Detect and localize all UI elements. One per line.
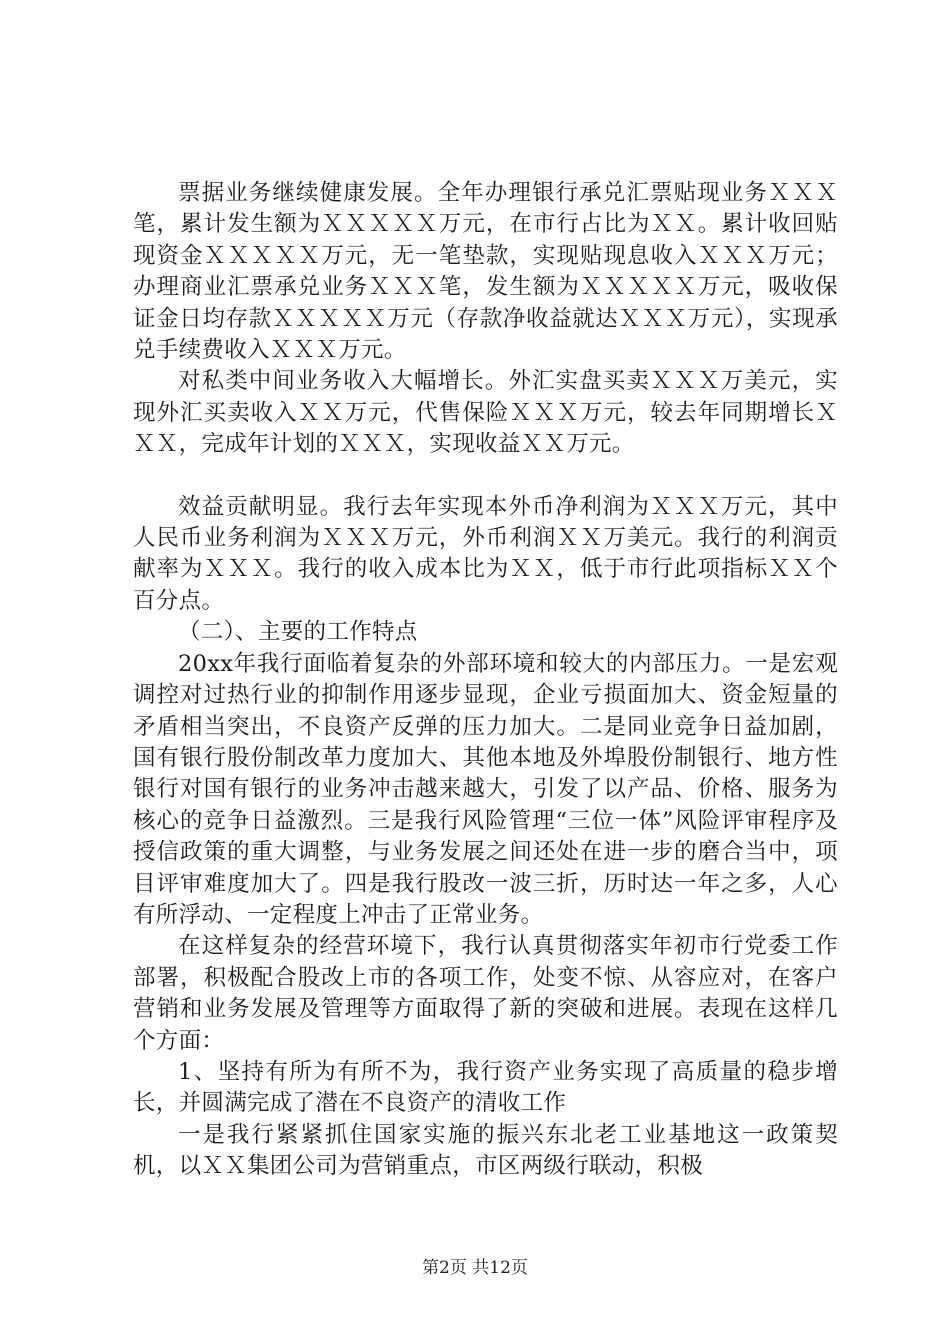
page-number-label: 第2页 共12页 [422,1258,528,1278]
paragraph-item-1-detail: 一是我行紧紧抓住国家实施的振兴东北老工业基地这一政策契机，以ＸＸ集团公司为营销重点，市区两级行联动，积极 [133,1121,838,1180]
paragraph-bill-business: 票据业务继续健康发展。全年办理银行承兑汇票贴现业务ＸＸＸ笔，累计发生额为ＸＸＸＸＸ万元，在市行占比为ＸＸ。累计收回贴现资金ＸＸＸＸＸ万元，无一笔垫款，实现贴现息收入ＸＸＸ万元；办理商业汇票承兑业务ＸＸＸ笔，发生额为ＸＸＸＸＸ万元，吸收保证金日均存款ＸＸＸＸＸ万元（存款净收益就达ＸＸＸ万元），实现承兑手续费收入ＸＸＸ万元。 [133,180,838,364]
paragraph-private-intermediary: 对私类中间业务收入大幅增长。外汇实盘买卖ＸＸＸ万美元，实现外汇买卖收入ＸＸ万元，代售保险ＸＸＸ万元，较去年同期增长ＸＸＸ，完成年计划的ＸＸＸ，实现收益ＸＸ万元。 [133,368,838,458]
section-heading-work-features: （二）、主要的工作特点 [178,619,418,646]
paragraph-environment: 20xx年我行面临着复杂的外部环境和较大的内部压力。一是宏观调控对过热行业的抑制作用逐步显现，企业亏损面加大、资金短量的矛盾相当突出，不良资产反弹的压力加大。二是同业竞争日益加剧，国有银行股份制改革力度加大、其他本地及外埠股份制银行、地方性银行对国有银行的业务冲击越来越大，引发了以产品、价格、服务为核心的竞争日益激烈。三是我行风险管理“三位一体”风险评审程序及授信政策的重大调整，与业务发展之间还处在进一步的磨合当中，项目评审难度加大了。四是我行股改一波三折，历时达一年之多，人心有所浮动、一定程度上冲击了正常业务。 [133,650,838,928]
paragraph-profit-contribution: 效益贡献明显。我行去年实现本外币净利润为ＸＸＸ万元，其中人民币业务利润为ＸＸＸ万元，外币利润ＸＸ万美元。我行的利润贡献率为ＸＸＸ。我行的收入成本比为ＸＸ，低于市行此项指标ＸＸ个百分点。 [133,493,838,614]
paragraph-response: 在这样复杂的经营环境下，我行认真贯彻落实年初市行党委工作部署，积极配合股改上市的各项工作，处变不惊、从容应对，在客户营销和业务发展及管理等方面取得了新的突破和进展。表现在这样几个方面： [133,933,838,1054]
page-footer [0,1257,950,1279]
paragraph-item-1-heading: 1、坚持有所为有所不为，我行资产业务实现了高质量的稳步增长，并圆满完成了潜在不良资产的清收工作 [133,1058,838,1117]
document-body [133,178,838,1183]
